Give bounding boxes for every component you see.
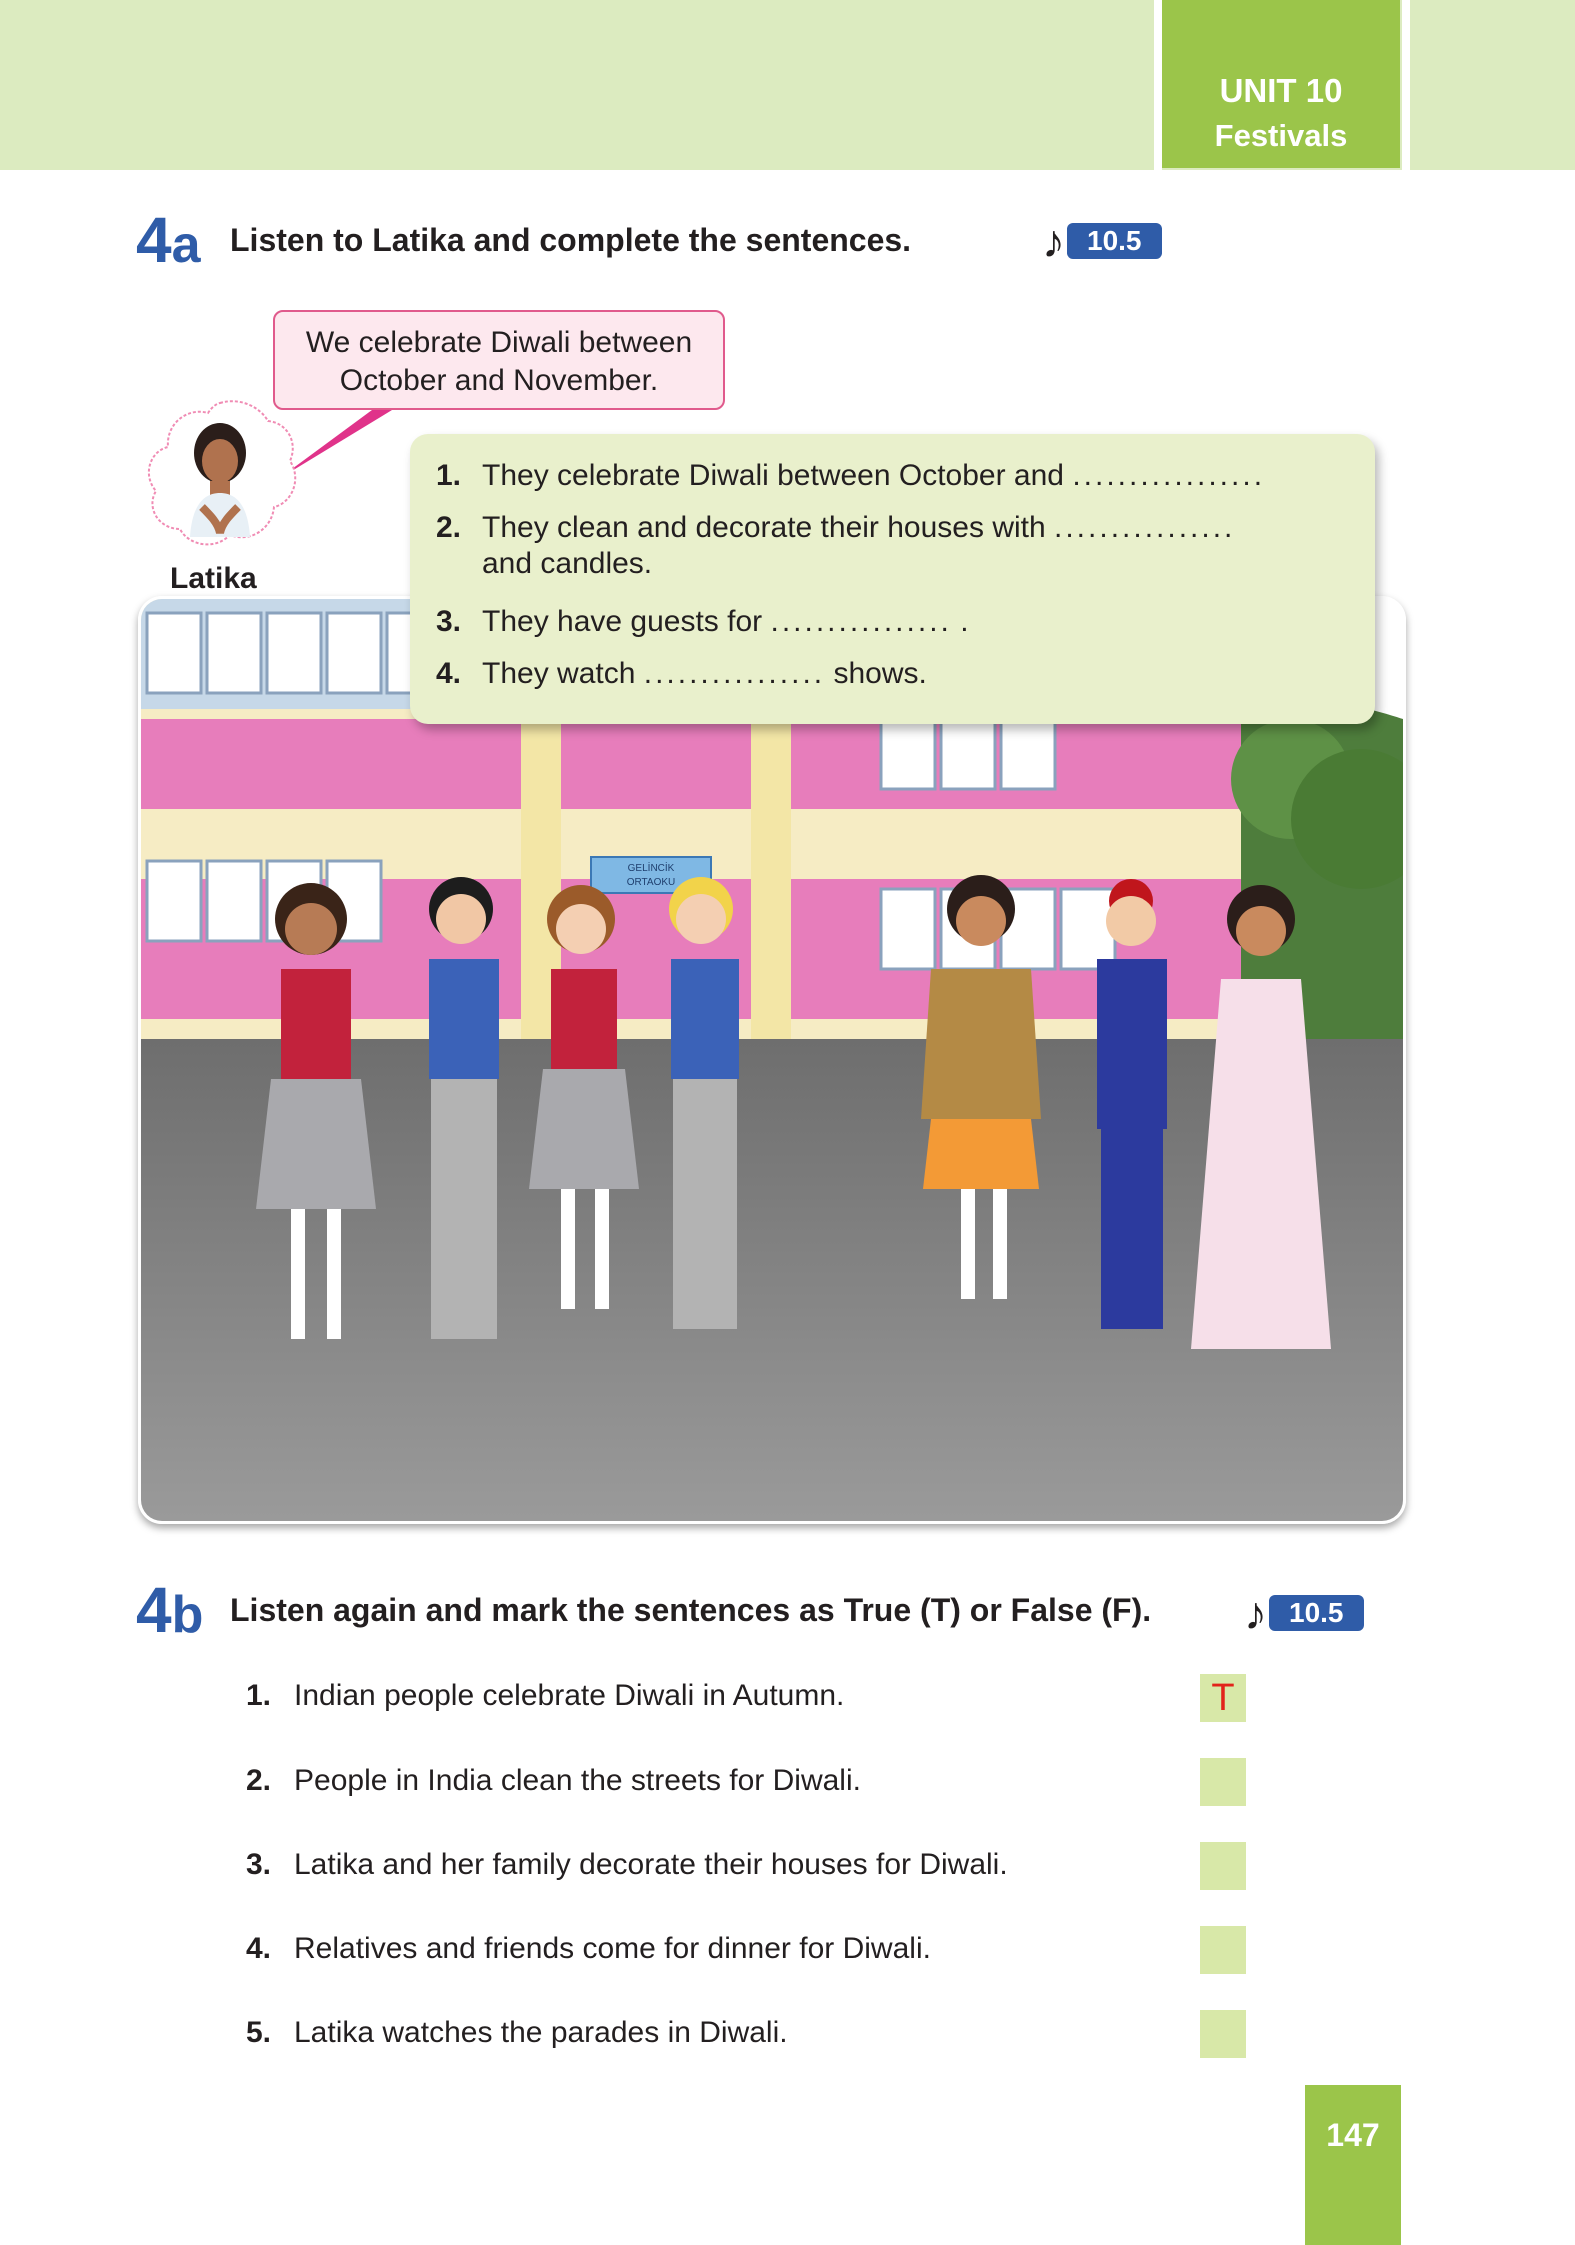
- exercise-4a-instruction: Listen to Latika and complete the sentences.: [230, 222, 912, 258]
- item-number: 4.: [246, 1932, 272, 1965]
- track-number: 10.5: [1067, 223, 1162, 259]
- scene-svg: [141, 599, 1403, 1521]
- audio-track-4a[interactable]: [1042, 215, 1162, 267]
- true-false-item: [246, 1848, 1008, 1882]
- true-false-item: [246, 1679, 844, 1713]
- speaker-name-label: Latika: [170, 562, 257, 595]
- latika-avatar: [140, 395, 300, 555]
- item-text: Relatives and friends come for dinner for Diwali.: [294, 1932, 931, 1965]
- header-divider: [1154, 0, 1162, 170]
- answer-blank[interactable]: ................: [1054, 511, 1236, 544]
- page-number-tab: [1305, 2085, 1401, 2245]
- answer-box[interactable]: T: [1200, 1674, 1246, 1722]
- school-sign-line1: GELİNCİK: [627, 863, 675, 874]
- sentence-number: 3.: [436, 605, 462, 638]
- music-note-icon: ♪: [1042, 215, 1065, 267]
- sentence-end: shows.: [833, 657, 927, 690]
- sentence-end: .: [1253, 459, 1263, 492]
- speech-line: October and November.: [339, 364, 659, 397]
- answer-blank[interactable]: ................: [770, 605, 952, 638]
- sentence-item: [436, 604, 969, 640]
- sentence-end: .: [960, 605, 969, 638]
- item-number: 2.: [246, 1764, 272, 1797]
- true-false-item: [246, 1932, 931, 1966]
- speech-bubble: [273, 310, 725, 410]
- item-number: 1.: [246, 1679, 272, 1712]
- sentence-completion-box: [410, 434, 1375, 724]
- music-note-icon: ♪: [1244, 1587, 1267, 1639]
- true-false-item: [246, 2016, 788, 2050]
- page-number: 147: [1326, 2117, 1380, 2153]
- item-text: People in India clean the streets for Diwali.: [294, 1764, 861, 1797]
- audio-track-4b[interactable]: [1244, 1587, 1364, 1639]
- speech-line: We celebrate Diwali between: [305, 326, 693, 359]
- unit-tab: [1162, 0, 1400, 168]
- item-text: Latika and her family decorate their houses for Diwali.: [294, 1848, 1008, 1881]
- true-false-item: [246, 1764, 861, 1798]
- sentence-line2: and candles.: [482, 547, 653, 580]
- sentence-text: They clean and decorate their houses with: [482, 511, 1046, 544]
- answer-box[interactable]: [1200, 1842, 1246, 1890]
- sentence-number: 2.: [436, 511, 462, 544]
- sentence-text: They have guests for: [482, 605, 763, 638]
- exercise-4a-number: 4a: [136, 204, 201, 276]
- unit-title: Festivals: [1214, 118, 1348, 153]
- track-number: 10.5: [1269, 1595, 1364, 1631]
- item-text: Indian people celebrate Diwali in Autumn.: [294, 1679, 845, 1712]
- sentence-number: 1.: [436, 459, 462, 492]
- sentence-item: [436, 656, 927, 692]
- item-number: 3.: [246, 1848, 272, 1881]
- item-number: 5.: [246, 2016, 272, 2049]
- sentence-text: They watch: [482, 657, 636, 690]
- school-scene-illustration: [138, 596, 1406, 1524]
- sentence-number: 4.: [436, 657, 462, 690]
- item-text: Latika watches the parades in Diwali.: [294, 2016, 788, 2049]
- exercise-4b-number: 4b: [136, 1574, 204, 1646]
- header-band-right: [1412, 0, 1575, 168]
- sentence-item: [436, 458, 1262, 494]
- school-sign-line2: ORTAOKU: [626, 877, 676, 888]
- answer-blank[interactable]: ................: [1072, 459, 1254, 492]
- header-divider: [1402, 0, 1410, 170]
- answer-box[interactable]: [1200, 2010, 1246, 2058]
- answer-box[interactable]: [1200, 1758, 1246, 1806]
- sentence-item: [436, 510, 1235, 546]
- answer-box[interactable]: [1200, 1926, 1246, 1974]
- exercise-4b-instruction: Listen again and mark the sentences as True (T) or False (F).: [230, 1592, 1152, 1628]
- unit-label: UNIT 10: [1219, 72, 1343, 109]
- answer-blank[interactable]: ................: [643, 657, 826, 690]
- sentence-text: They celebrate Diwali between October and: [482, 459, 1064, 492]
